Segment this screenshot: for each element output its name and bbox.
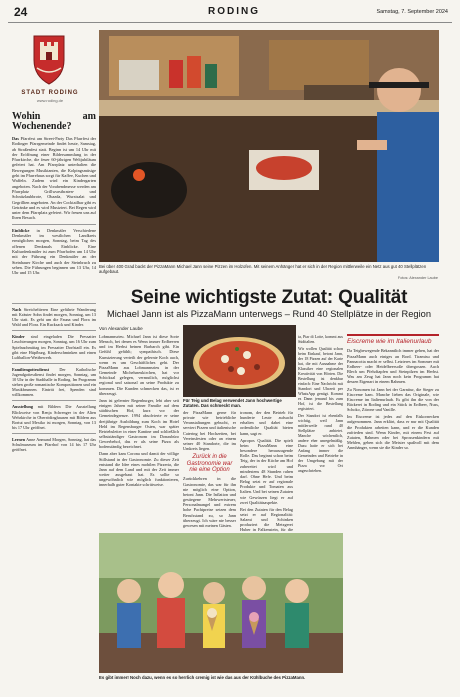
article-column-3 <box>240 410 293 545</box>
paragraph: Dann aber kam Corona und damit der völlige Stillstand in der Gastronomie. Zu dieser Zeit entstand die Idee eines mobilen Pizzeria, die Jann auf dem Land und mit der Zeit immer weiter ausgebaut hat. Es sollte so ungewöhnlich wie möglich funktionieren, innerhalb guter Kontakte schrittweise. <box>99 451 179 488</box>
event-text: Anne Anmund Morgen, Sonntag, hat das Schulmuseum im Pfarrhof von 14 bis 17 Uhr geöffnet. <box>12 436 96 453</box>
roding-coat-of-arms-logo <box>14 30 84 92</box>
event-text: Der Katholische Jugendgottesdienst findet morgen, Sonntag, um 10 Uhr in der Stadthalle in Roding. Im Programm stehen große romantische Kompositionen und ein Musikbrunnen. Eintritt frei, Spenden sind willkommen. <box>12 366 96 398</box>
article-headline: Seine wichtigste Zutat: Qualität <box>130 287 408 308</box>
divider <box>12 330 96 331</box>
paragraph: ia, Piar di Lotte, kommt aus Süditalien. <box>298 334 343 344</box>
event-lead: Einblicke <box>12 227 30 233</box>
event-lead: Lernen <box>12 436 26 442</box>
event-lead: Kinder <box>12 334 25 340</box>
article-column-right <box>347 334 439 452</box>
event-lead: Nach <box>12 307 22 312</box>
event-item <box>12 437 96 452</box>
pizzaman-photo <box>99 30 439 262</box>
article-column-4 <box>298 334 343 475</box>
issue-date: Samstag, 7. September 2024 <box>376 9 448 15</box>
article-intertitle-right: Eiscreme wie im Italienurlaub <box>347 338 432 345</box>
events-column-lower <box>12 300 96 454</box>
article-intertitle: Zurück in die Gastronomie war nie eine Option <box>186 454 233 474</box>
paragraph: Im Eiscreme ist jedes auf den Eiskornecken aufgenommen. Jann erklärt, dass er nur mit Qualität die Produkten arbeiten kann, und er die Kunden zufrieden sind. Wenn Kinder, mit einem Fest auf Zutaten, Rahmen oder bei Sprossenkindern mit Mehlen, geben sich die Meister spaßvoll mit dem Anmhänger, wenn sie die Kinder so. <box>347 414 439 451</box>
paragraph: Jann ist gelernter Regenburger, lebt aber seit einigen Jahren mit seiner Familie auf dem städtischen Hof, kurz vor der Gemeindegrenze. 1994 absolvierte er seine dreijährige Ausbildung zum Koch im Hotel Held im Regensburger Osten, war später Betriebsleiter in einer Kantine und schließlich selbstständiger Gastronom im Donaubüro Gewerbehof, das er als seine Pizza als bodenständig bezeichnet. <box>99 397 179 450</box>
event-item <box>12 228 96 276</box>
paragraph: Bei den Zutaten für den Belag setzt er auf Regionalität: Salami und Schinken produziert die Metzgerei Huber in Falkenstein, für die <box>240 506 293 533</box>
paragraph: Apropos Qualität. Die spielt beim PizzaMann eine besondere herausragende Rolle. Das beginnt schon beim Teig, der in der Küche am Hof zubereitet wird und mindestens 48 Stunden ruhen darf. Ohne Hefe. Und beim Belag setzt er auf regionale Produkte und Tomaten aus Italien. Und bei seinen Zutaten wie Gewürzen liegt er auf zwei Qualitätsaspekte. <box>240 437 293 505</box>
event-text: in Denkmäler Verschiedene Denkmäler im westlichen Landkreis ermöglichen morgen, Sonntag, beim Tag des offenen Denkmals Einblicke. Eine Kulturdenkmäler ist zum Pfarrhofen um 14 Uhr mit der Führung ein Denkmäler an der Steinhauer Kirche und auch der Steinbruch zu sehen. Die Führungen beginnen um 13 Uhr, 14 Uhr und 15 Uhr. <box>12 227 97 276</box>
events-column <box>12 112 96 278</box>
kids-photo-caption: Es gibt immer! Noch dazu, wenn es so herrlich cremig ist wie das aus der Kühlbuche des PizzaMann. <box>99 675 306 680</box>
event-lead: Das <box>12 136 19 141</box>
event-item <box>12 136 96 221</box>
paragraph: Der Standort ist ebenfalls wichtig, weil Jann mittlerweile rund 40 Stellplätze anbietet. Manche wöchentlich, andere eher unregelmäßig. Dazu hatte er sich bei Anfang immer die Gemeinden und Betriebe in der Umgebung mit der Pizza vor Ort angeschrieben. <box>298 413 343 473</box>
pizza-photo-caption: Für Teig und Belag verwendet Jann hochwertige Zutaten. Das schmeckt man. <box>183 398 282 409</box>
divider <box>12 400 96 401</box>
logo-url: www.roding.de <box>36 98 64 103</box>
main-photo-caption: Bei über 400 Grad backt der PizzaMann Michael Jann seine Pizzen im Holzofen. Mit seinem Anhänger hat er sich in der Region mittlerweile ein Netz aus gut 40 Stellplätzen aufgebaut. <box>99 264 427 275</box>
divider <box>12 224 96 225</box>
paragraph: Wir wollen Qualität schon beim Einkauf, betont Jann, der 18 Pizzen auf der Karte hat, die mit Ausnahme der Klassiker eine regionalen Kreativität von Hörten. Die Bestellung ist denkbar einfach: Eine Nachricht mit Standort und Uhrzeit per WhatsApp genügt. Kommt es Dann jemand bis zum Hof, ist die Bestellung registriert. <box>298 346 343 411</box>
kids-ice-cream-photo <box>99 533 343 673</box>
divider <box>12 433 96 434</box>
pizza-photo <box>183 325 296 397</box>
article-column-2 <box>183 410 236 530</box>
event-text: Streicheltieren Eine geführte Wanderung mit Kräuter Sohn findet morgen, Sonntag, um 13 Uhr statt. Es geht um die Fauna und Flora im Wald und Flora. Ein Rucksack und Kinder. <box>12 307 97 328</box>
paragraph: Da Teigbewegende Bekanntlich immer gehen, hat der PizzaMann auch einiges an Bord. Tiramisu und Pannacotta macht er selbst. Letzteres im Sommer mit Erdbeer- oder Heidelbeersoße übergossen. Auch Blech um Pfelsdtapfen und Steinpilzen im Herbst. Was am Zeug hat Jann noch kein Programm hat dessen Eigenart in einem Rahmen. <box>347 348 439 385</box>
event-item <box>12 367 96 398</box>
event-lead: Ausstellung <box>12 404 33 410</box>
event-item <box>12 307 96 327</box>
event-item <box>12 404 96 429</box>
event-item <box>12 334 96 359</box>
divider <box>347 334 439 336</box>
section-title: RODING <box>208 6 260 17</box>
logo-title: STADT RODING <box>21 90 79 96</box>
divider <box>12 303 96 304</box>
event-lead: Familiengottesdienst <box>12 366 49 372</box>
page-number: 24 <box>14 5 28 19</box>
article-byline: Von Alexander Laube <box>99 326 143 331</box>
divider <box>12 363 96 364</box>
article-column-1 <box>99 334 179 490</box>
event-text: sind eingeladen Die Pressatter Leuchterungen morgen, Sonntag, um 16 Uhr zum Spielnachmittag im Pressatter Dorfstadl ein. Es gibt eine Hüpfburg, Kinderschminken und einen Luftballon-Wettbewerb. <box>12 334 96 360</box>
paragraph: tronom, der den Betrieb für hunderte Leute aufsucht erhalten und dabei eine ordentliche Qualität bieten kann, sagt er. <box>240 410 293 436</box>
paragraph: Lobmannsrieu. Michael Jann ist diese Sorte Mensch, bei denen es Wenn immer Erdbeeren und im Herbst beinen Barbarch gibt. Ein Gefühl gefühlt; sympathisch. Diese Kunstzierung verteilt der gelernte Koch auch, wenn es um Geschäftliches geht. Der PizzaMann aus Lobmannsrieu in der Gemeinde Michelsneukirchen, hat vor Schicksal gelegen, vermutlich, möglichst regional und saisonal an seine Produkte zu kommen. Die Kunden schmecken das, ist er überzeugt. <box>99 334 179 396</box>
article-subheadline: Michael Jann ist als PizzaMann unterwegs – Rund 40 Stellplätze in der Region <box>106 309 432 319</box>
paragraph: Zurückkehren in die Gastronomie, das war für ihn nie möglich eine Option, betont Jann. Die Inflation und gestiegene Mehrwertsteuer, Personalmangel und extrem hohe Pachtpreise setzen dem Berufsstand zu, so Jann überzeugt. Ich wäre nie besser gewesen mit meinen Gästen. <box>183 476 236 528</box>
paragraph: Zu Nonomen ist Jann bei der Garnitur, die Sieger zu Eiscreme kam. Manche lieben das Originale, wie Eiscreme im Italienurlaub. Es gibt ihn die von der Bäckerei in Roding und ein Stück in Erdbeer, Nuss, Schoko, Zitrone und Vanille. <box>347 386 439 413</box>
event-text: mit Bildern Die Ausstellung Blickweise von Renja Schrenger in der Alten Wehrkirche in Oberrödinghausen mit Bildern aus Boriut und Mexiko ist morgen, Sonntag, von 13 bis 17 Uhr geöffnet. <box>12 404 97 430</box>
paragraph: der PizzaMann gerne für private wie betriebliche Veranstaltungen gebucht, er serviert Pizzen und italienische Catering bei Hochzeiten, bei Vereinsfesten oder an einem seiner 40 Standorte, die im Umkreis liegen. <box>183 410 236 452</box>
page-header <box>8 4 452 23</box>
events-headline: Wohin am Wochenende? <box>12 111 96 132</box>
event-text: Pfarrfest am Street-Party Das Pfarrfest der Rodinger Pfarrgemeinde findet heute, Samstag, ab Straßenfest statt. Beginn ist um 14 Uhr mit der Eröffnung einer Bildersammlung in der Pfarrkirche, die feuer 60-jährigen Weltjubiläum gefeiert hat. Am Pfarrplatz unterhalten die Bewegungen Musiktanten, die Kolpingsmüsige geht im Pfarrehaus sorgt für Kaffee, Kuchen und Waffeln. Zudem wird ein Kindergarten angeboten. Nach der Vorabendmesse werden am Pfarrplatz Grillwurstbraten- und Schnitzlaubbrote, Obazda, Wurstsalat und Gegrillten angeboten. An der Cocktailbar gibt es Getränke und es wird Musiziert. Bei Regen wird unter dem Pfarrplatz gefeiert. Wir freuen uns auf Ihren Besuch. <box>12 136 96 221</box>
photo-credit: Fotos: Alexander Laube <box>397 276 438 280</box>
